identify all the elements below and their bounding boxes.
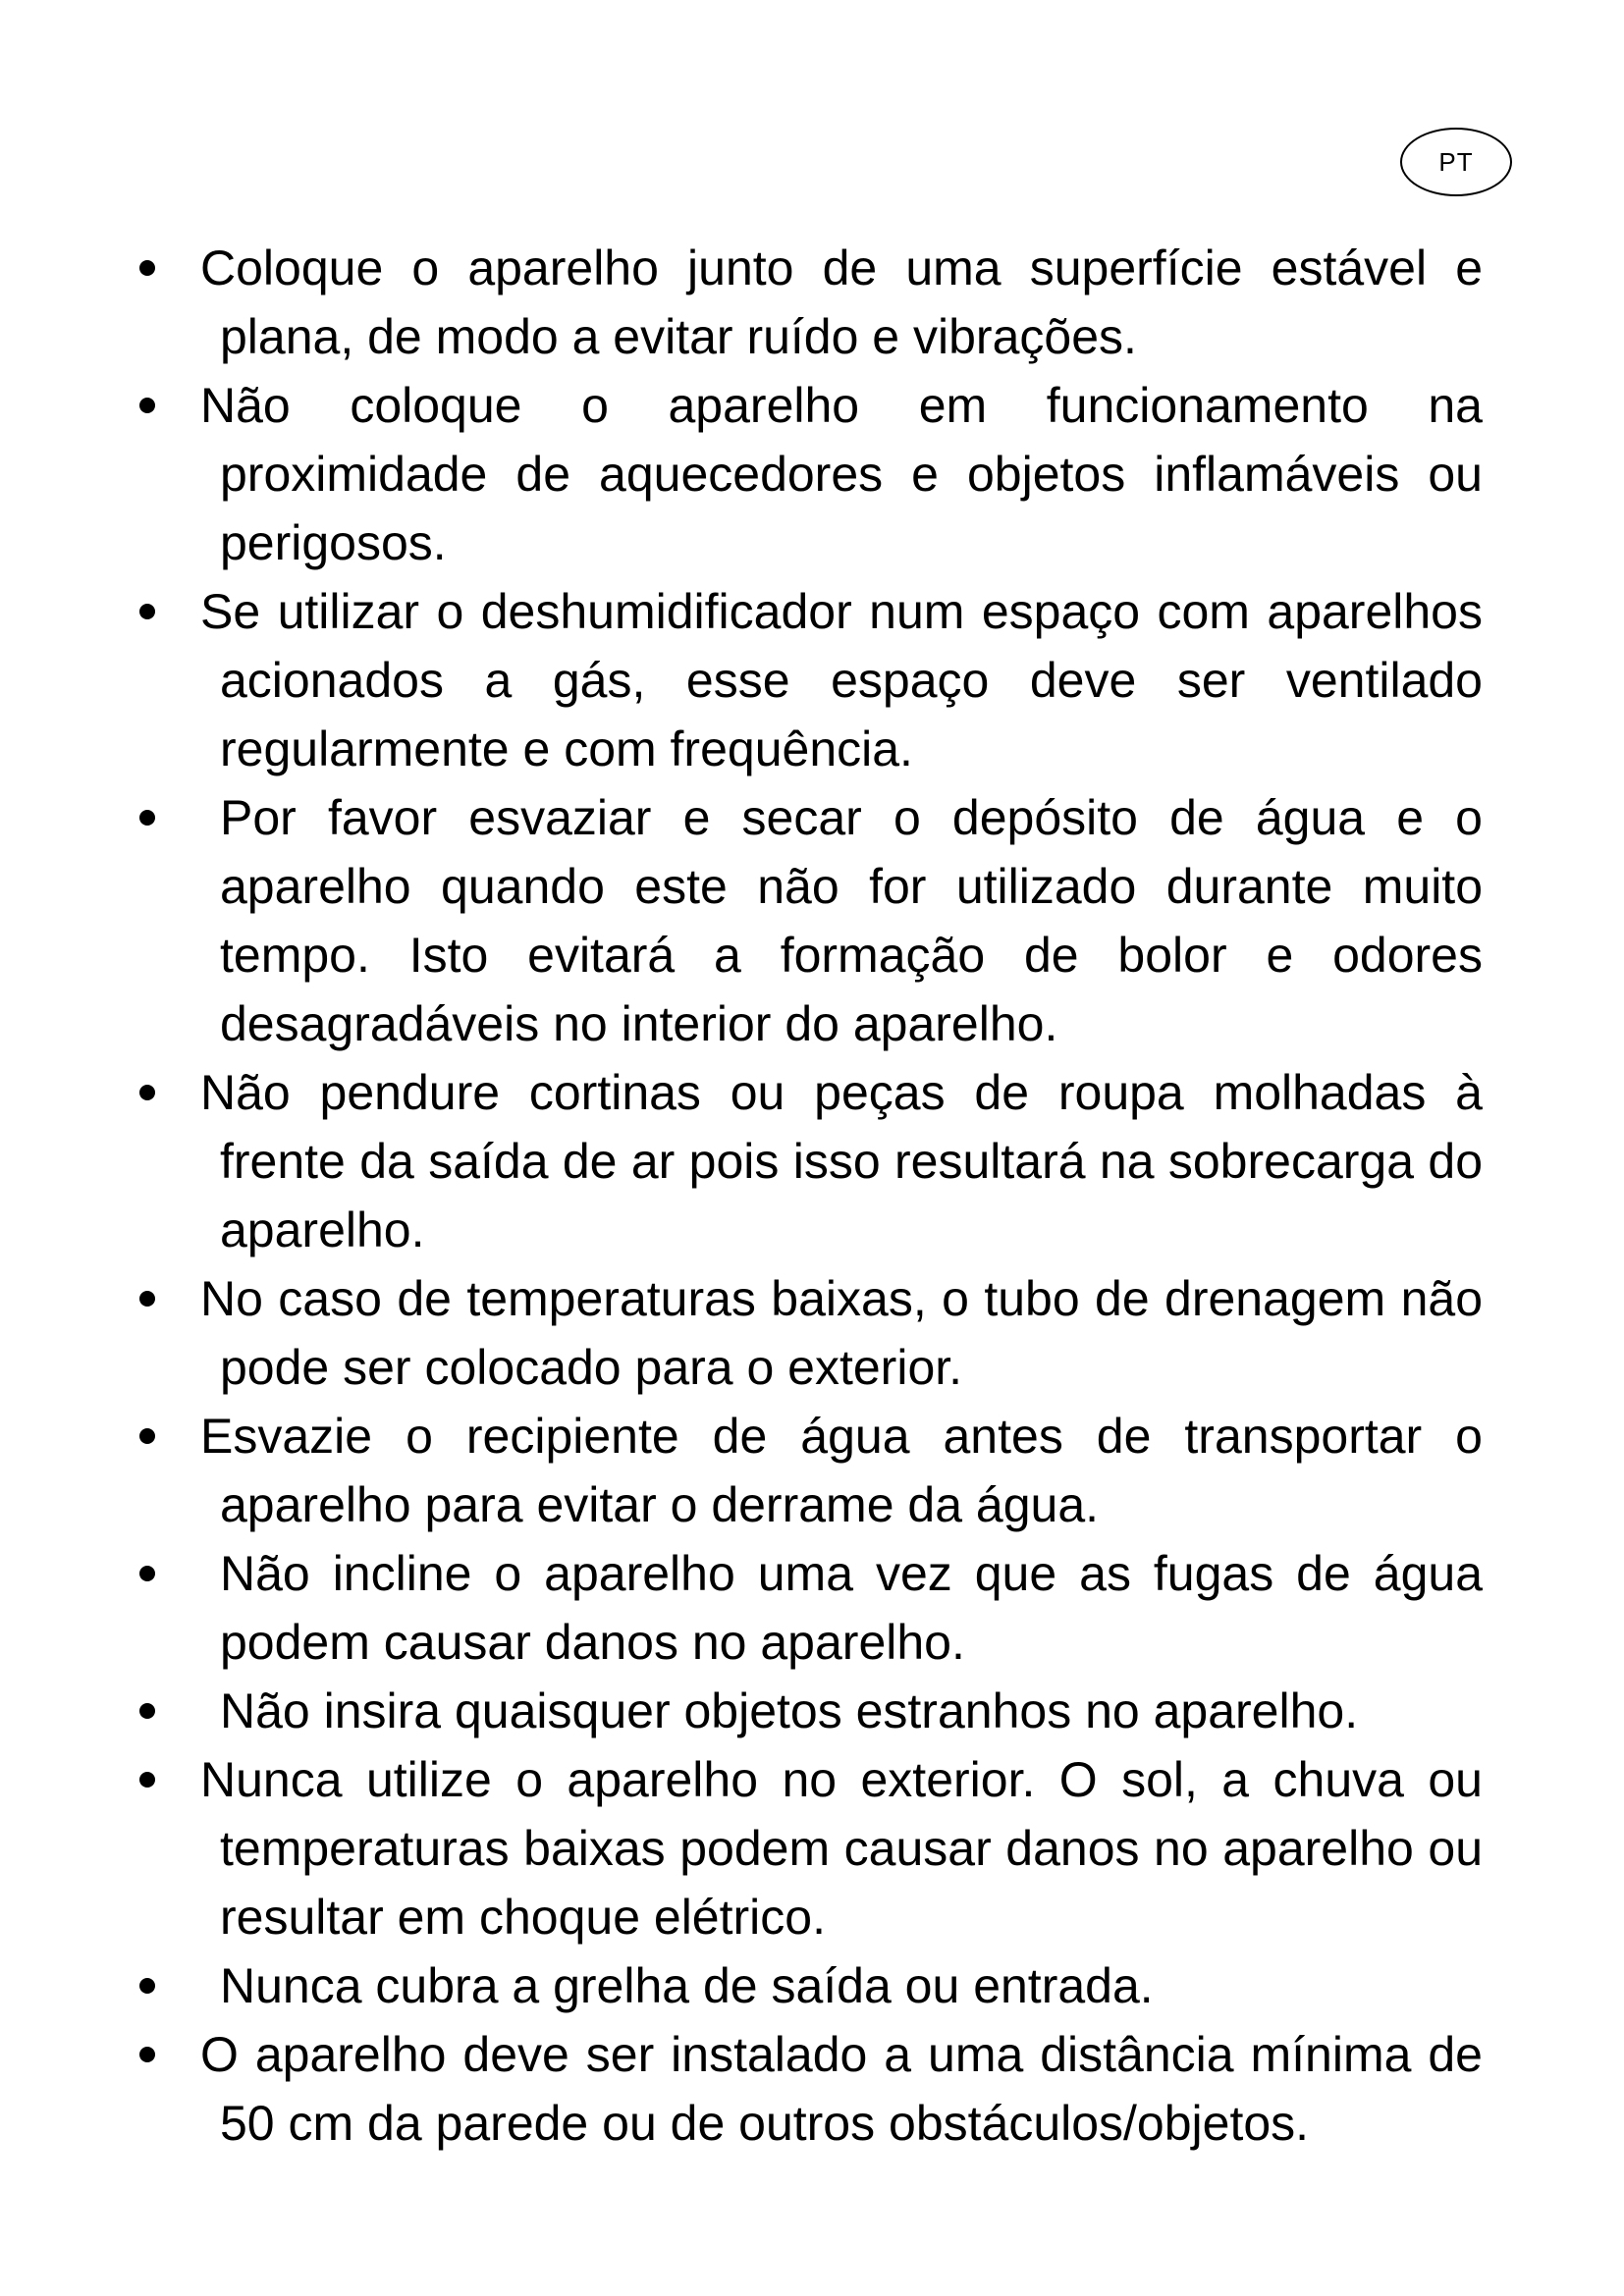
bullet-icon (139, 604, 155, 619)
bullet-icon (139, 1428, 155, 1444)
list-item (128, 1402, 1483, 1539)
list-item (128, 1539, 1483, 1677)
list-item-text: Esvazie o recipiente de água antes de transportar o aparelho para evitar o derrame da água. (200, 1409, 1483, 1532)
list-item (128, 577, 1483, 783)
bullet-icon (139, 1772, 155, 1788)
safety-instructions-list (128, 234, 1483, 2158)
list-item (128, 234, 1483, 371)
list-item-text: No caso de temperaturas baixas, o tubo de drenagem não pode ser colocado para o exterior. (200, 1271, 1483, 1395)
list-item-text: Nunca cubra a grelha de saída ou entrada. (220, 1958, 1154, 2013)
bullet-icon (139, 2047, 155, 2062)
bullet-icon (139, 1566, 155, 1581)
list-item (128, 1264, 1483, 1402)
bullet-icon (139, 1978, 155, 1994)
list-item-text: Se utilizar o deshumidificador num espaço com aparelhos acionados a gás, esse espaço deve ser ventilado regularmente e com frequência. (200, 584, 1483, 776)
language-badge: PT (1400, 128, 1512, 196)
list-item (128, 1951, 1483, 2020)
bullet-icon (139, 1291, 155, 1307)
list-item-text: Não pendure cortinas ou peças de roupa molhadas à frente da saída de ar pois isso resultará na sobrecarga do aparelho. (200, 1065, 1483, 1257)
list-item (128, 2020, 1483, 2158)
list-item (128, 1677, 1483, 1745)
list-item-text: Por favor esvaziar e secar o depósito de água e o aparelho quando este não for utilizado durante muito tempo. Isto evitará a formação de bolor e odores desagradáveis no interior do aparelho. (220, 790, 1483, 1051)
list-item-text: Não insira quaisquer objetos estranhos no aparelho. (220, 1683, 1359, 1738)
list-item-text: Não incline o aparelho uma vez que as fugas de água podem causar danos no aparelho. (220, 1546, 1483, 1670)
bullet-icon (139, 260, 155, 276)
list-item-text: O aparelho deve ser instalado a uma distância mínima de 50 cm da parede ou de outros obstáculos/objetos. (200, 2027, 1483, 2151)
list-item-text: Coloque o aparelho junto de uma superfície estável e plana, de modo a evitar ruído e vibrações. (200, 240, 1483, 364)
list-item (128, 783, 1483, 1058)
list-item (128, 1745, 1483, 1951)
bullet-icon (139, 810, 155, 826)
list-item-text: Nunca utilize o aparelho no exterior. O sol, a chuva ou temperaturas baixas podem causar danos no aparelho ou resultar em choque elétrico. (200, 1752, 1483, 1945)
bullet-icon (139, 398, 155, 413)
bullet-icon (139, 1703, 155, 1719)
bullet-icon (139, 1085, 155, 1100)
list-item (128, 1058, 1483, 1264)
list-item (128, 371, 1483, 577)
list-item-text: Não coloque o aparelho em funcionamento na proximidade de aquecedores e objetos inflamáveis ou perigosos. (200, 378, 1483, 570)
